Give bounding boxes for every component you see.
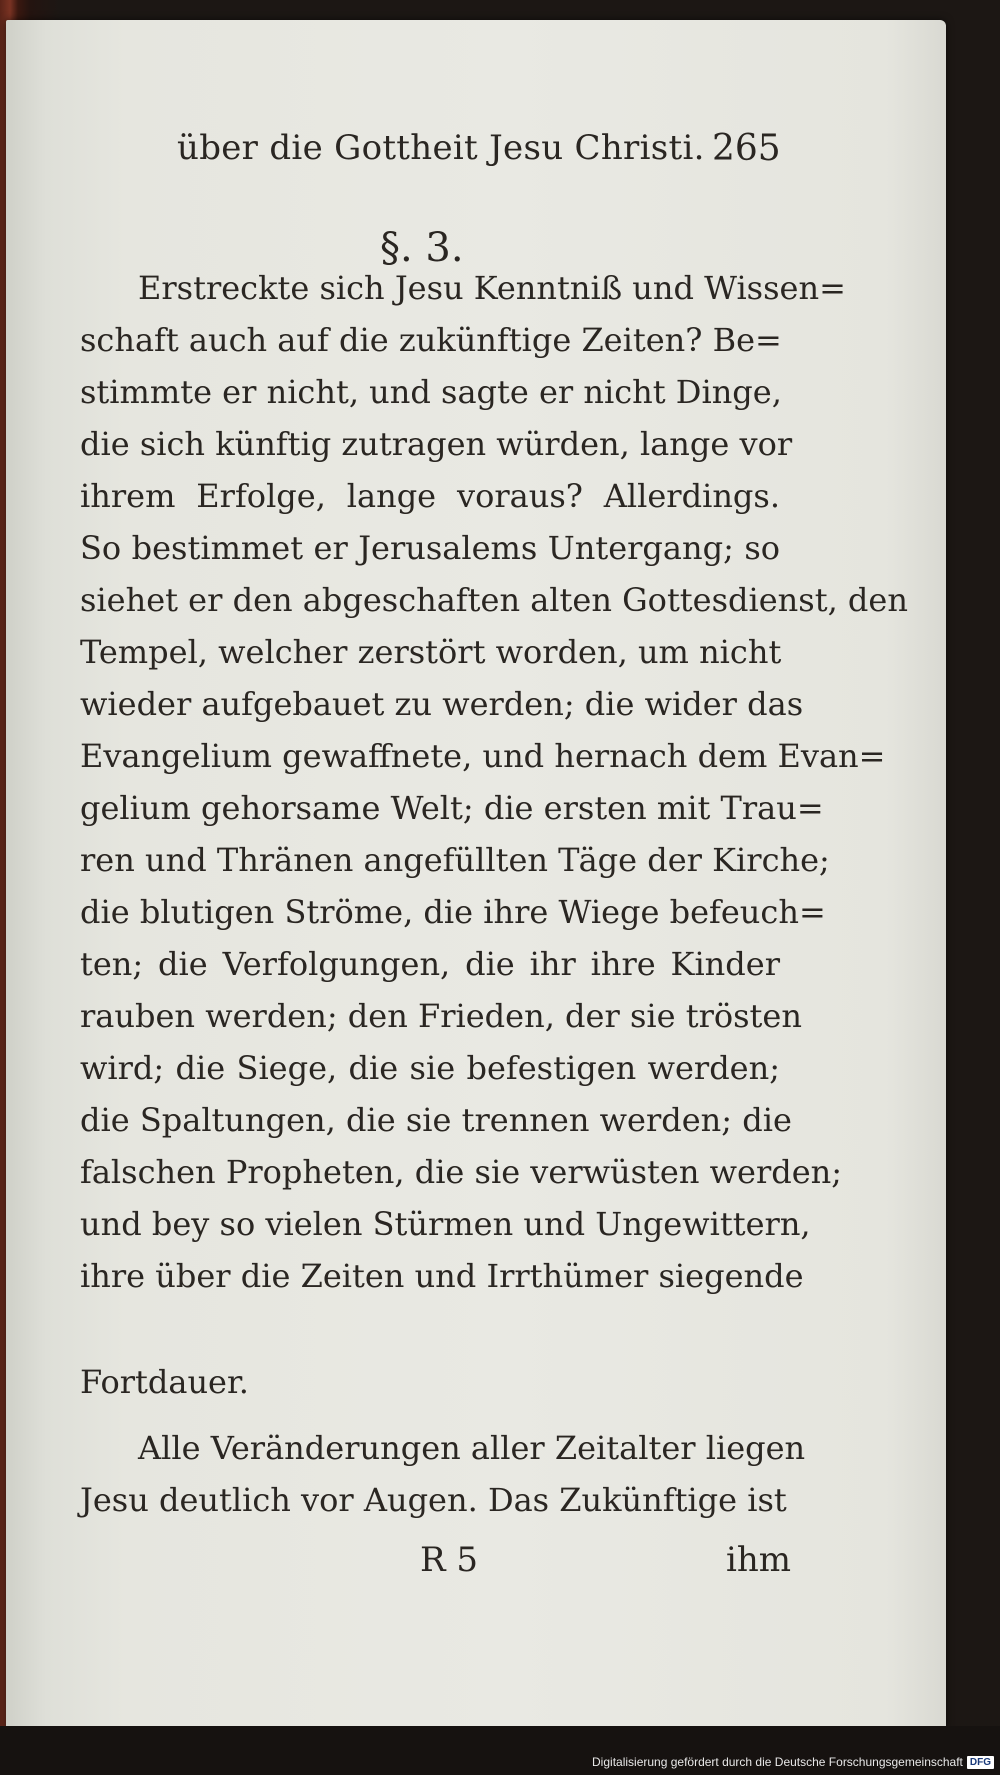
text-line: Jesu deutlich vor Augen. Das Zukünftige ist bbox=[80, 1481, 787, 1519]
text-line: Fortdauer. bbox=[80, 1363, 249, 1401]
text-line: ihre über die Zeiten und Irrthümer siegende bbox=[80, 1257, 804, 1295]
signature-mark: R 5 bbox=[420, 1540, 479, 1580]
dfg-logo: DFG bbox=[967, 1756, 994, 1769]
text-line: gelium gehorsame Welt; die ersten mit Trau= bbox=[80, 789, 824, 827]
section-heading: §. 3. bbox=[380, 225, 464, 271]
text-line: ren und Thränen angefüllten Täge der Kirche; bbox=[80, 841, 830, 879]
text-line: schaft auch auf die zukünftige Zeiten? Be= bbox=[80, 321, 782, 359]
text-line: ihrem Erfolge, lange voraus? Allerdings. bbox=[80, 477, 780, 515]
text-line: rauben werden; den Frieden, der sie trösten bbox=[80, 997, 802, 1035]
page-number: 265 bbox=[712, 128, 781, 169]
text-line: ten; die Verfolgungen, die ihr ihre Kinder bbox=[80, 945, 780, 983]
text-line: Alle Veränderungen aller Zeitalter liegen bbox=[138, 1429, 806, 1467]
text-line: und bey so vielen Stürmen und Ungewittern, bbox=[80, 1205, 811, 1243]
text-line: die sich künftig zutragen würden, lange vor bbox=[80, 425, 793, 463]
text-line: die Spaltungen, die sie trennen werden; die bbox=[80, 1101, 792, 1139]
text-line: So bestimmet er Jerusalems Untergang; so bbox=[80, 529, 780, 567]
text-line: Evangelium gewaffnete, und hernach dem Evan= bbox=[80, 737, 886, 775]
text-line: falschen Propheten, die sie verwüsten werden; bbox=[80, 1153, 843, 1191]
text-line: die blutigen Ströme, die ihre Wiege befeuch= bbox=[80, 893, 826, 931]
text-line: Tempel, welcher zerstört worden, um nicht bbox=[80, 633, 782, 671]
catchword: ihm bbox=[726, 1540, 792, 1580]
digitization-credit bbox=[592, 1755, 994, 1769]
text-line: siehet er den abgeschaften alten Gottesdienst, den bbox=[80, 581, 908, 619]
running-head: über die Gottheit Jesu Christi. bbox=[177, 128, 705, 168]
text-line: Erstreckte sich Jesu Kenntniß und Wissen= bbox=[138, 269, 846, 307]
text-line: wieder aufgebauet zu werden; die wider das bbox=[80, 685, 804, 723]
credit-text: Digitalisierung gefördert durch die Deutsche Forschungsgemeinschaft bbox=[592, 1755, 963, 1769]
text-line: stimmte er nicht, und sagte er nicht Dinge, bbox=[80, 373, 782, 411]
text-line: wird; die Siege, die sie befestigen werden; bbox=[80, 1049, 780, 1087]
